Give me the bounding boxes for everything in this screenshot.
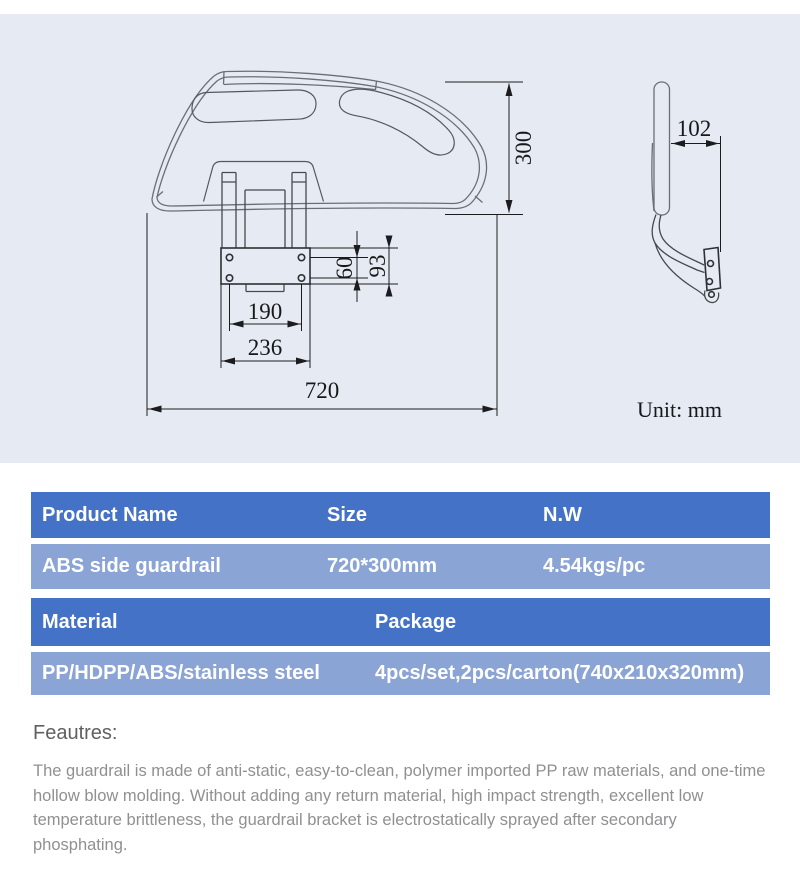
col-product-name: Product Name: [42, 504, 178, 526]
table-header-row: [31, 598, 770, 646]
dim-plate-height-label: 93: [365, 254, 390, 278]
front-view-drawing: [152, 71, 487, 291]
value-package: 4pcs/set,2pcs/carton(740x210x320mm): [375, 662, 745, 684]
features-heading: Feautres:: [33, 722, 118, 744]
dim-hole-row-label: 60: [332, 256, 357, 280]
features-text-line: phosphating.: [33, 835, 128, 854]
unit-label: Unit: mm: [637, 397, 722, 422]
col-size: Size: [327, 504, 368, 526]
dim-bracket-width-label: 236: [247, 335, 283, 360]
dim-height-label: 300: [511, 130, 536, 166]
dim-side-depth-label: 102: [676, 116, 712, 141]
dim-hole-spacing-label: 190: [247, 299, 283, 324]
table-header-row: [31, 492, 770, 538]
bracket-center: [245, 190, 285, 292]
col-net-weight: N.W: [543, 504, 582, 526]
side-bracket-arm-inner: [659, 215, 704, 265]
mounting-plate: [221, 248, 310, 284]
dim-width-label: 720: [304, 378, 340, 403]
table-row: [31, 544, 770, 589]
value-material: PP/HDPP/ABS/stainless steel: [42, 662, 320, 684]
table-row: [31, 652, 770, 695]
side-rail-profile: [654, 82, 670, 215]
side-plate-hole: [707, 279, 713, 285]
value-size: 720*300mm: [327, 555, 438, 577]
plate-hole: [298, 275, 304, 281]
features-text-line: temperature brittleness, the guardrail bracket is electrostatically sprayed after secondary: [33, 811, 677, 830]
technical-drawing-section: [0, 14, 800, 463]
col-material: Material: [42, 611, 118, 633]
value-net-weight: 4.54kgs/pc: [543, 555, 646, 577]
side-plate-hole: [709, 292, 715, 298]
guardrail-outer-outline: [152, 71, 487, 211]
side-view-drawing: [652, 82, 721, 303]
guardrail-inner-outline: [157, 77, 479, 206]
value-product-name: ABS side guardrail: [42, 555, 221, 577]
right-hand-slot: [339, 89, 454, 155]
technical-drawing: [0, 14, 800, 463]
guardrail-top-band: [157, 72, 483, 203]
features-text-line: The guardrail is made of anti-static, easy-to-clean, polymer imported PP raw materials, and one-time: [33, 762, 766, 780]
features-text-line: hollow blow molding. Without adding any return material, high impact strength, excellent low: [33, 786, 704, 805]
plate-hole: [226, 275, 232, 281]
side-plate-hole: [708, 261, 714, 267]
plate-hole: [226, 254, 232, 260]
plate-hole: [298, 254, 304, 260]
side-bracket-arm: [652, 215, 704, 273]
spec-table: [31, 492, 770, 695]
col-package: Package: [375, 611, 457, 633]
left-hand-slot: [192, 90, 316, 123]
front-view-dimensions: [147, 82, 536, 416]
features-section: [33, 722, 773, 857]
